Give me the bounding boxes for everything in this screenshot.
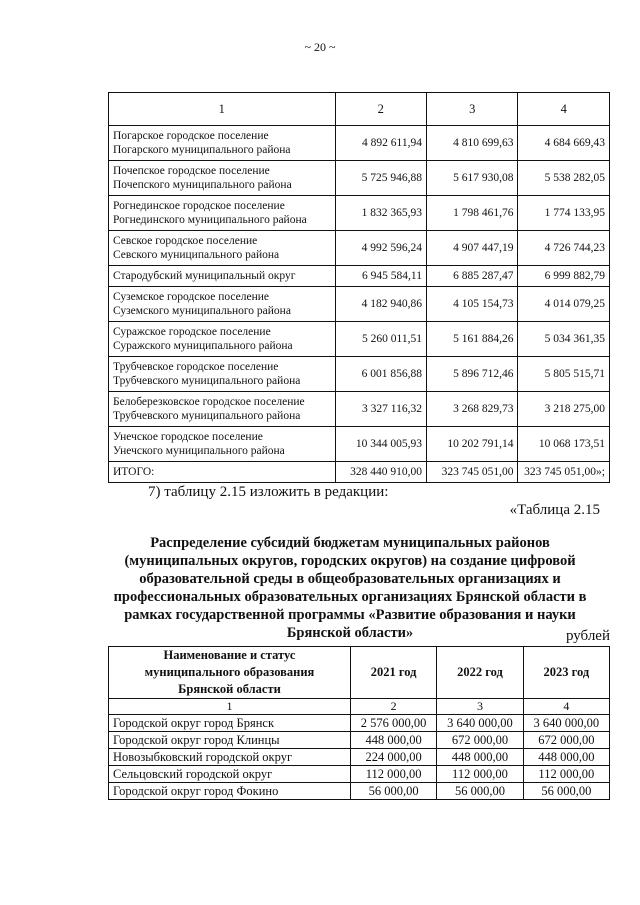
value-cell: 6 945 584,11 <box>335 266 426 287</box>
value-cell: 2 576 000,00 <box>350 715 436 732</box>
value-cell: 10 068 173,51 <box>518 427 610 462</box>
value-cell: 6 999 882,79 <box>518 266 610 287</box>
value-cell: 4 105 154,73 <box>427 287 518 322</box>
column-number-row <box>109 699 610 715</box>
value-cell: 56 000,00 <box>523 783 609 800</box>
municipality-name: Суземское городское поселение Суземского муниципального района <box>109 287 336 322</box>
digital-environment-subsidy-table <box>108 646 610 800</box>
table-caption <box>100 534 600 642</box>
table-row <box>109 732 610 749</box>
municipality-name: Почепское городское поселение Почепского муниципального района <box>109 161 336 196</box>
value-cell: 10 202 791,14 <box>427 427 518 462</box>
value-cell: 5 538 282,05 <box>518 161 610 196</box>
value-cell: 448 000,00 <box>437 749 523 766</box>
column-number: 1 <box>109 699 351 715</box>
caption-line: образовательной среды в общеобразовательных организациях и <box>139 571 561 587</box>
municipality-name: Трубчевское городское поселение Трубчевского муниципального района <box>109 357 336 392</box>
municipality-name: Суражское городское поселение Суражского муниципального района <box>109 322 336 357</box>
amendment-paragraph: 7) таблицу 2.15 изложить в редакции: <box>148 484 389 500</box>
municipality-name: Новозыбковский городской округ <box>109 749 351 766</box>
table-row <box>109 196 610 231</box>
table-row <box>109 266 610 287</box>
value-cell: 5 896 712,46 <box>427 357 518 392</box>
header-year-cell: 2023 год <box>523 647 609 699</box>
column-number: 2 <box>350 699 436 715</box>
value-cell: 672 000,00 <box>437 732 523 749</box>
header-year-cell: 2021 год <box>350 647 436 699</box>
total-label: ИТОГО: <box>109 462 336 483</box>
subsidy-table-continued <box>108 92 610 483</box>
header-name-cell: Наименование и статус муниципального образования Брянской области <box>109 647 351 699</box>
value-cell: 4 726 744,23 <box>518 231 610 266</box>
header-cell: 3 <box>427 93 518 126</box>
value-cell: 5 725 946,88 <box>335 161 426 196</box>
caption-line: профессиональных образовательных организациях Брянской области в <box>113 589 587 605</box>
table-header-row <box>109 647 610 699</box>
total-value: 323 745 051,00 <box>427 462 518 483</box>
table-row <box>109 749 610 766</box>
table-label: «Таблица 2.15 <box>509 502 600 518</box>
municipality-name: Городской округ город Клинцы <box>109 732 351 749</box>
value-cell: 5 034 361,35 <box>518 322 610 357</box>
municipality-name: Городской округ город Брянск <box>109 715 351 732</box>
value-cell: 3 268 829,73 <box>427 392 518 427</box>
municipality-name: Севское городское поселение Севского муниципального района <box>109 231 336 266</box>
caption-line: Брянской области» <box>286 625 414 641</box>
value-cell: 4 892 611,94 <box>335 126 426 161</box>
municipality-name: Белоберезковское городское поселение Трубчевского муниципального района <box>109 392 336 427</box>
total-row <box>109 462 610 483</box>
value-cell: 224 000,00 <box>350 749 436 766</box>
value-cell: 4 907 447,19 <box>427 231 518 266</box>
value-cell: 112 000,00 <box>350 766 436 783</box>
municipality-name: Погарское городское поселение Погарского муниципального района <box>109 126 336 161</box>
municipality-name: Унечское городское поселение Унечского муниципального района <box>109 427 336 462</box>
value-cell: 5 805 515,71 <box>518 357 610 392</box>
total-value: 323 745 051,00»; <box>518 462 610 483</box>
value-cell: 6 885 287,47 <box>427 266 518 287</box>
value-cell: 10 344 005,93 <box>335 427 426 462</box>
municipality-name: Стародубский муниципальный округ <box>109 266 336 287</box>
value-cell: 56 000,00 <box>437 783 523 800</box>
caption-line: (муниципальных округов, городских округов) на создание цифровой <box>124 553 576 569</box>
page-number: ~ 20 ~ <box>304 40 336 54</box>
value-cell: 4 992 596,24 <box>335 231 426 266</box>
value-cell: 56 000,00 <box>350 783 436 800</box>
column-number: 4 <box>523 699 609 715</box>
value-cell: 5 617 930,08 <box>427 161 518 196</box>
table-row <box>109 357 610 392</box>
municipality-name: Рогнединское городское поселение Рогнединского муниципального района <box>109 196 336 231</box>
value-cell: 1 774 133,95 <box>518 196 610 231</box>
caption-line: Распределение субсидий бюджетам муниципальных районов <box>150 535 550 551</box>
table-row <box>109 126 610 161</box>
table-row <box>109 322 610 357</box>
table-row <box>109 715 610 732</box>
caption-line: рамках государственной программы «Развитие образования и науки <box>124 607 576 623</box>
value-cell: 112 000,00 <box>437 766 523 783</box>
header-cell: 4 <box>518 93 610 126</box>
table-row <box>109 783 610 800</box>
table-row <box>109 427 610 462</box>
value-cell: 672 000,00 <box>523 732 609 749</box>
value-cell: 3 640 000,00 <box>523 715 609 732</box>
municipality-name: Сельцовский городской округ <box>109 766 351 783</box>
municipality-name: Городской округ город Фокино <box>109 783 351 800</box>
value-cell: 5 161 884,26 <box>427 322 518 357</box>
header-cell: 2 <box>335 93 426 126</box>
table-row <box>109 287 610 322</box>
value-cell: 5 260 011,51 <box>335 322 426 357</box>
table-row <box>109 161 610 196</box>
header-cell: 1 <box>109 93 336 126</box>
total-value: 328 440 910,00 <box>335 462 426 483</box>
value-cell: 1 832 365,93 <box>335 196 426 231</box>
table-row <box>109 392 610 427</box>
value-cell: 4 014 079,25 <box>518 287 610 322</box>
value-cell: 448 000,00 <box>523 749 609 766</box>
value-cell: 4 182 940,86 <box>335 287 426 322</box>
value-cell: 3 327 116,32 <box>335 392 426 427</box>
table-header-row <box>109 93 610 126</box>
value-cell: 4 810 699,63 <box>427 126 518 161</box>
units-label: рублей <box>565 628 610 644</box>
value-cell: 3 640 000,00 <box>437 715 523 732</box>
value-cell: 1 798 461,76 <box>427 196 518 231</box>
header-year-cell: 2022 год <box>437 647 523 699</box>
value-cell: 112 000,00 <box>523 766 609 783</box>
value-cell: 448 000,00 <box>350 732 436 749</box>
value-cell: 3 218 275,00 <box>518 392 610 427</box>
column-number: 3 <box>437 699 523 715</box>
value-cell: 4 684 669,43 <box>518 126 610 161</box>
value-cell: 6 001 856,88 <box>335 357 426 392</box>
table-row <box>109 231 610 266</box>
table-row <box>109 766 610 783</box>
